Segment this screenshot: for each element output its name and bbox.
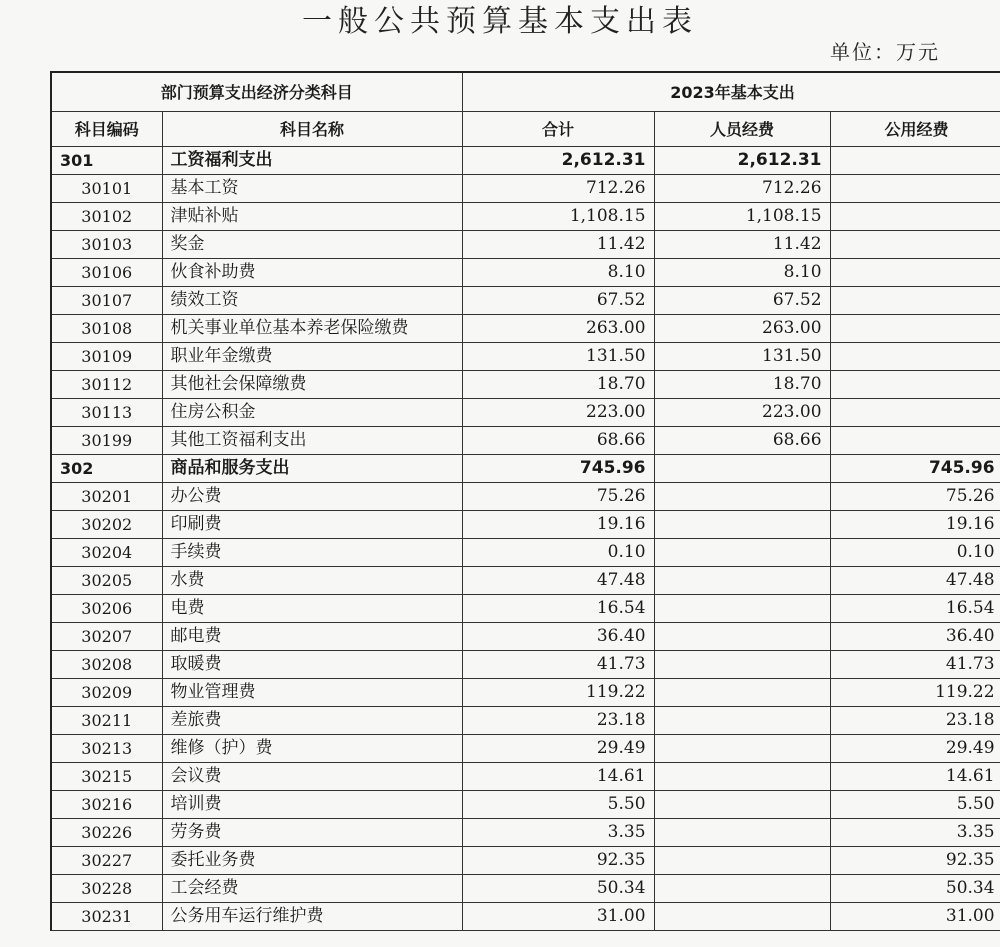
row-name: 工会经费 <box>162 875 462 903</box>
row-name: 津贴补贴 <box>162 203 462 231</box>
row-personnel <box>654 511 830 539</box>
table-row <box>51 707 1000 735</box>
row-public <box>830 287 1000 315</box>
row-code: 302 <box>51 455 162 483</box>
row-code: 30209 <box>51 679 162 707</box>
table-row <box>51 735 1000 763</box>
row-public <box>830 203 1000 231</box>
row-total: 68.66 <box>462 427 654 455</box>
row-personnel: 712.26 <box>654 175 830 203</box>
row-public: 31.00 <box>830 903 1000 931</box>
row-public: 47.48 <box>830 567 1000 595</box>
table-row <box>51 371 1000 399</box>
table-row <box>51 567 1000 595</box>
header-year-group: 2023年基本支出 <box>462 72 1000 112</box>
table-row <box>51 875 1000 903</box>
row-public <box>830 371 1000 399</box>
table-group-row <box>51 455 1000 483</box>
row-personnel: 131.50 <box>654 343 830 371</box>
row-total: 16.54 <box>462 595 654 623</box>
row-name: 公务用车运行维护费 <box>162 903 462 931</box>
row-code: 301 <box>51 147 162 175</box>
table-row <box>51 623 1000 651</box>
row-total: 31.00 <box>462 903 654 931</box>
row-personnel: 263.00 <box>654 315 830 343</box>
row-personnel <box>654 903 830 931</box>
row-public <box>830 399 1000 427</box>
table-row <box>51 203 1000 231</box>
table-row <box>51 819 1000 847</box>
row-total: 119.22 <box>462 679 654 707</box>
row-code: 30106 <box>51 259 162 287</box>
row-total: 67.52 <box>462 287 654 315</box>
row-total: 8.10 <box>462 259 654 287</box>
budget-table-container <box>50 71 1000 931</box>
row-public <box>830 175 1000 203</box>
row-name: 物业管理费 <box>162 679 462 707</box>
row-name: 取暖费 <box>162 651 462 679</box>
row-total: 131.50 <box>462 343 654 371</box>
row-personnel <box>654 595 830 623</box>
header-total: 合计 <box>462 112 654 147</box>
row-total: 0.10 <box>462 539 654 567</box>
table-row <box>51 427 1000 455</box>
row-code: 30101 <box>51 175 162 203</box>
row-personnel <box>654 651 830 679</box>
row-total: 36.40 <box>462 623 654 651</box>
row-personnel <box>654 791 830 819</box>
row-total: 2,612.31 <box>462 147 654 175</box>
row-personnel <box>654 539 830 567</box>
row-code: 30213 <box>51 735 162 763</box>
row-total: 745.96 <box>462 455 654 483</box>
row-name: 住房公积金 <box>162 399 462 427</box>
row-public: 41.73 <box>830 651 1000 679</box>
row-code: 30113 <box>51 399 162 427</box>
row-personnel <box>654 623 830 651</box>
row-name: 差旅费 <box>162 707 462 735</box>
row-personnel: 8.10 <box>654 259 830 287</box>
row-public: 23.18 <box>830 707 1000 735</box>
row-code: 30199 <box>51 427 162 455</box>
header-row-group <box>51 72 1000 112</box>
table-row <box>51 287 1000 315</box>
table-row <box>51 847 1000 875</box>
row-personnel <box>654 819 830 847</box>
table-row <box>51 259 1000 287</box>
row-total: 223.00 <box>462 399 654 427</box>
header-category-group: 部门预算支出经济分类科目 <box>51 72 462 112</box>
row-name: 印刷费 <box>162 511 462 539</box>
table-row <box>51 175 1000 203</box>
row-personnel: 11.42 <box>654 231 830 259</box>
table-row <box>51 315 1000 343</box>
row-public: 29.49 <box>830 735 1000 763</box>
row-public <box>830 343 1000 371</box>
row-public: 0.10 <box>830 539 1000 567</box>
row-total: 23.18 <box>462 707 654 735</box>
row-total: 75.26 <box>462 483 654 511</box>
row-total: 1,108.15 <box>462 203 654 231</box>
row-personnel <box>654 679 830 707</box>
table-row <box>51 399 1000 427</box>
row-name: 委托业务费 <box>162 847 462 875</box>
row-code: 30206 <box>51 595 162 623</box>
row-name: 伙食补助费 <box>162 259 462 287</box>
row-total: 47.48 <box>462 567 654 595</box>
row-personnel <box>654 707 830 735</box>
table-row <box>51 595 1000 623</box>
row-total: 92.35 <box>462 847 654 875</box>
row-public: 92.35 <box>830 847 1000 875</box>
table-body <box>51 147 1000 931</box>
header-name: 科目名称 <box>162 112 462 147</box>
row-total: 3.35 <box>462 819 654 847</box>
row-code: 30211 <box>51 707 162 735</box>
row-personnel <box>654 847 830 875</box>
row-name: 奖金 <box>162 231 462 259</box>
row-name: 工资福利支出 <box>162 147 462 175</box>
row-personnel: 2,612.31 <box>654 147 830 175</box>
row-total: 712.26 <box>462 175 654 203</box>
row-total: 18.70 <box>462 371 654 399</box>
row-code: 30231 <box>51 903 162 931</box>
row-code: 30215 <box>51 763 162 791</box>
row-code: 30226 <box>51 819 162 847</box>
row-total: 263.00 <box>462 315 654 343</box>
row-name: 办公费 <box>162 483 462 511</box>
row-personnel: 1,108.15 <box>654 203 830 231</box>
row-name: 职业年金缴费 <box>162 343 462 371</box>
row-code: 30112 <box>51 371 162 399</box>
row-name: 商品和服务支出 <box>162 455 462 483</box>
table-row <box>51 651 1000 679</box>
row-personnel: 67.52 <box>654 287 830 315</box>
row-public <box>830 231 1000 259</box>
row-personnel <box>654 875 830 903</box>
row-code: 30107 <box>51 287 162 315</box>
row-total: 29.49 <box>462 735 654 763</box>
unit-label: 单位：万元 <box>830 40 940 64</box>
row-name: 手续费 <box>162 539 462 567</box>
row-code: 30108 <box>51 315 162 343</box>
row-name: 电费 <box>162 595 462 623</box>
table-row <box>51 903 1000 931</box>
row-public: 75.26 <box>830 483 1000 511</box>
row-public: 16.54 <box>830 595 1000 623</box>
row-code: 30103 <box>51 231 162 259</box>
row-public <box>830 315 1000 343</box>
row-public <box>830 147 1000 175</box>
row-code: 30202 <box>51 511 162 539</box>
table-group-row <box>51 147 1000 175</box>
table-row <box>51 539 1000 567</box>
row-name: 培训费 <box>162 791 462 819</box>
row-public: 745.96 <box>830 455 1000 483</box>
row-code: 30109 <box>51 343 162 371</box>
row-public: 50.34 <box>830 875 1000 903</box>
row-personnel: 18.70 <box>654 371 830 399</box>
row-total: 14.61 <box>462 763 654 791</box>
table-row <box>51 483 1000 511</box>
row-total: 5.50 <box>462 791 654 819</box>
row-code: 30205 <box>51 567 162 595</box>
page-title: 一般公共预算基本支出表 <box>302 4 698 39</box>
header-code: 科目编码 <box>51 112 162 147</box>
row-code: 30208 <box>51 651 162 679</box>
row-public <box>830 259 1000 287</box>
row-public: 14.61 <box>830 763 1000 791</box>
row-code: 30227 <box>51 847 162 875</box>
row-name: 其他社会保障缴费 <box>162 371 462 399</box>
row-public <box>830 427 1000 455</box>
row-public: 36.40 <box>830 623 1000 651</box>
table-row <box>51 343 1000 371</box>
row-code: 30102 <box>51 203 162 231</box>
row-total: 50.34 <box>462 875 654 903</box>
row-personnel <box>654 483 830 511</box>
row-public: 5.50 <box>830 791 1000 819</box>
row-name: 会议费 <box>162 763 462 791</box>
row-name: 水费 <box>162 567 462 595</box>
row-code: 30204 <box>51 539 162 567</box>
table-row <box>51 511 1000 539</box>
row-code: 30201 <box>51 483 162 511</box>
header-public: 公用经费 <box>830 112 1000 147</box>
table-row <box>51 763 1000 791</box>
row-total: 19.16 <box>462 511 654 539</box>
row-name: 绩效工资 <box>162 287 462 315</box>
row-personnel <box>654 567 830 595</box>
row-code: 30207 <box>51 623 162 651</box>
row-public: 19.16 <box>830 511 1000 539</box>
row-code: 30228 <box>51 875 162 903</box>
row-name: 基本工资 <box>162 175 462 203</box>
row-name: 邮电费 <box>162 623 462 651</box>
row-total: 11.42 <box>462 231 654 259</box>
table-row <box>51 231 1000 259</box>
table-row <box>51 679 1000 707</box>
budget-table <box>50 71 1000 931</box>
row-public: 3.35 <box>830 819 1000 847</box>
row-total: 41.73 <box>462 651 654 679</box>
row-personnel <box>654 763 830 791</box>
header-row-columns <box>51 112 1000 147</box>
header-personnel: 人员经费 <box>654 112 830 147</box>
row-personnel: 68.66 <box>654 427 830 455</box>
row-name: 机关事业单位基本养老保险缴费 <box>162 315 462 343</box>
row-personnel <box>654 455 830 483</box>
row-personnel: 223.00 <box>654 399 830 427</box>
row-name: 其他工资福利支出 <box>162 427 462 455</box>
row-code: 30216 <box>51 791 162 819</box>
row-personnel <box>654 735 830 763</box>
table-row <box>51 791 1000 819</box>
row-name: 劳务费 <box>162 819 462 847</box>
row-public: 119.22 <box>830 679 1000 707</box>
row-name: 维修（护）费 <box>162 735 462 763</box>
